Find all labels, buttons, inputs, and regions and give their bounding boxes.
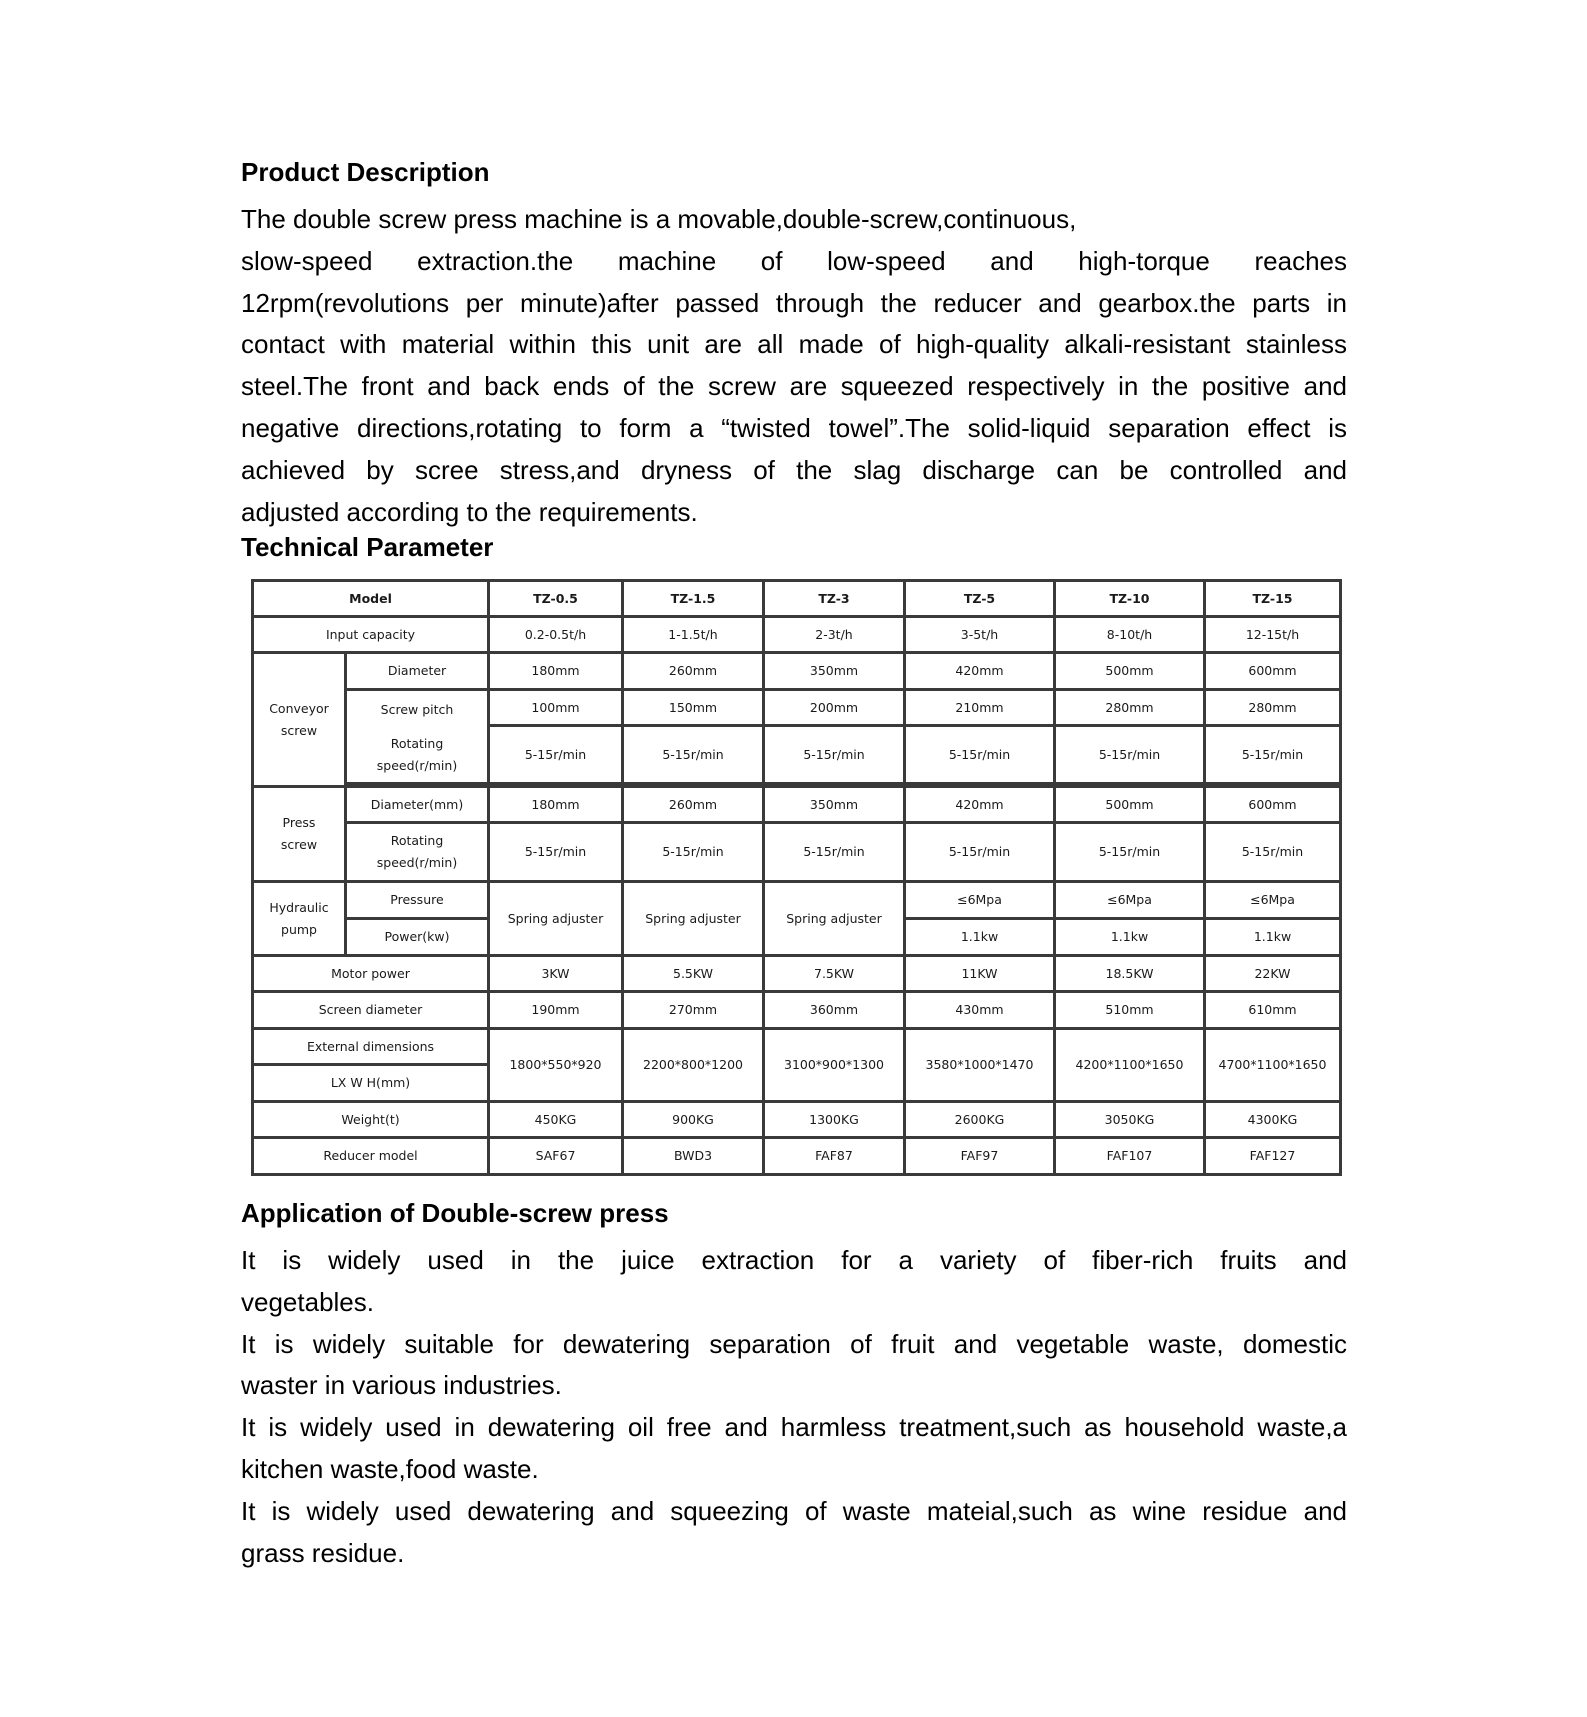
row-label: Motor power <box>253 956 489 992</box>
value-cell: 4300KG <box>1205 1102 1341 1138</box>
value-cell: 5.5KW <box>623 956 764 992</box>
value-cell: 500mm <box>1055 787 1205 823</box>
value-cell: Spring adjuster <box>623 882 764 956</box>
value-cell: 280mm <box>1055 690 1205 726</box>
row-label: Diameter(mm) <box>346 787 489 823</box>
text-line: The double screw press machine is a movable,double-screw,continuous, <box>241 204 1077 234</box>
text-line: It is widely used in dewatering oil free and harmless treatment,such as household waste,a <box>241 1412 1347 1443</box>
value-cell: FAF87 <box>764 1138 905 1175</box>
model-cell: TZ-10 <box>1055 581 1205 617</box>
value-cell: 5-15r/min <box>764 823 905 882</box>
value-cell: 2200*800*1200 <box>623 1029 764 1102</box>
product-description-text <box>241 199 1347 533</box>
value-cell: 200mm <box>764 690 905 726</box>
value-cell: 210mm <box>905 690 1055 726</box>
value-cell: 22KW <box>1205 956 1341 992</box>
value-cell: 5-15r/min <box>905 823 1055 882</box>
row-label: Screen diameter <box>253 992 489 1029</box>
value-cell: 5-15r/min <box>1205 726 1341 784</box>
text-line: steel.The front and back ends of the screw are squeezed respectively in the positive and <box>241 371 1347 402</box>
text-line: kitchen waste,food waste. <box>241 1453 539 1484</box>
value-cell: 450KG <box>489 1102 623 1138</box>
value-cell: ≤6Mpa <box>1205 882 1341 919</box>
table-row-external-dimensions <box>253 1029 1341 1065</box>
value-cell: 1.1kw <box>1055 919 1205 956</box>
value-cell: 5-15r/min <box>764 726 905 784</box>
value-cell: 180mm <box>489 653 623 690</box>
row-label: Pressure <box>346 882 489 919</box>
value-cell: 8-10t/h <box>1055 617 1205 653</box>
technical-parameter-table <box>251 579 1342 1176</box>
value-cell: 1800*550*920 <box>489 1029 623 1102</box>
text-line: It is widely suitable for dewatering separation of fruit and vegetable waste, domestic <box>241 1328 1347 1359</box>
table-row-motor-power <box>253 956 1341 992</box>
value-cell: Spring adjuster <box>764 882 905 956</box>
value-cell: 11KW <box>905 956 1055 992</box>
value-cell: 5-15r/min <box>1205 823 1341 882</box>
text-line: adjusted according to the requirements. <box>241 496 698 527</box>
text-line: negative directions,rotating to form a “twisted towel”.The solid-liquid separation effect is <box>241 412 1347 443</box>
technical-parameter-heading: Technical Parameter <box>241 532 494 562</box>
value-cell: FAF97 <box>905 1138 1055 1175</box>
text-line: 12rpm(revolutions per minute)after passed through the reducer and gearbox.the parts in <box>241 287 1347 318</box>
value-cell: 350mm <box>764 787 905 823</box>
table-row-screen-diameter <box>253 992 1341 1029</box>
value-cell: FAF127 <box>1205 1138 1341 1175</box>
value-cell: 600mm <box>1205 787 1341 823</box>
value-cell: 12-15t/h <box>1205 617 1341 653</box>
row-label: Weight(t) <box>253 1102 489 1138</box>
group-label-hydraulic-pump: Hydraulic pump <box>253 882 346 956</box>
value-cell: FAF107 <box>1055 1138 1205 1175</box>
value-cell: SAF67 <box>489 1138 623 1175</box>
value-cell: 260mm <box>623 653 764 690</box>
value-cell: 5-15r/min <box>905 726 1055 784</box>
text-line: It is widely used dewatering and squeezing of waste mateial,such as wine residue and <box>241 1495 1347 1526</box>
value-cell: 3KW <box>489 956 623 992</box>
table-row-hydraulic-pressure <box>253 882 1341 919</box>
row-label: Power(kw) <box>346 919 489 956</box>
value-cell: 3580*1000*1470 <box>905 1029 1055 1102</box>
value-cell: 0.2-0.5t/h <box>489 617 623 653</box>
application-heading: Application of Double-screw press <box>241 1198 669 1228</box>
value-cell: ≤6Mpa <box>905 882 1055 919</box>
row-label: LX W H(mm) <box>253 1065 489 1102</box>
text-line: slow-speed extraction.the machine of low-speed and high-torque reaches <box>241 245 1347 276</box>
text-line: achieved by scree stress,and dryness of the slag discharge can be controlled and <box>241 454 1347 485</box>
model-cell: TZ-15 <box>1205 581 1341 617</box>
table-row-press-rotating-speed <box>253 823 1341 882</box>
value-cell: 1300KG <box>764 1102 905 1138</box>
text-line: waster in various industries. <box>241 1370 562 1401</box>
value-cell: 4200*1100*1650 <box>1055 1029 1205 1102</box>
value-cell: 100mm <box>489 690 623 726</box>
table-row-press-diameter <box>253 787 1341 823</box>
row-label: Diameter <box>346 653 489 690</box>
row-label: Reducer model <box>253 1138 489 1175</box>
value-cell: 500mm <box>1055 653 1205 690</box>
table-row-weight <box>253 1102 1341 1138</box>
text-line: grass residue. <box>241 1537 405 1568</box>
table-row-model <box>253 581 1341 617</box>
row-label: Rotating speed(r/min) <box>346 823 489 882</box>
value-cell: 2600KG <box>905 1102 1055 1138</box>
model-cell: TZ-3 <box>764 581 905 617</box>
model-cell: TZ-0.5 <box>489 581 623 617</box>
table-row-conveyor-diameter <box>253 653 1341 690</box>
value-cell: 150mm <box>623 690 764 726</box>
value-cell: 280mm <box>1205 690 1341 726</box>
value-cell: 510mm <box>1055 992 1205 1029</box>
value-cell: 2-3t/h <box>764 617 905 653</box>
value-cell: 5-15r/min <box>623 726 764 784</box>
product-description-heading: Product Description <box>241 157 490 187</box>
value-cell: 18.5KW <box>1055 956 1205 992</box>
value-cell: 5-15r/min <box>623 823 764 882</box>
group-label-press-screw: Press screw <box>253 787 346 882</box>
application-text <box>241 1240 1347 1574</box>
value-cell: 430mm <box>905 992 1055 1029</box>
value-cell: 5-15r/min <box>1055 726 1205 784</box>
value-cell: 1.1kw <box>905 919 1055 956</box>
row-label: External dimensions <box>253 1029 489 1065</box>
text-line: contact with material within this unit are all made of high-quality alkali-resistant stainless <box>241 329 1347 360</box>
value-cell: 3050KG <box>1055 1102 1205 1138</box>
value-cell: 270mm <box>623 992 764 1029</box>
text-line: vegetables. <box>241 1286 374 1317</box>
value-cell: 5-15r/min <box>489 726 623 784</box>
value-cell: 5-15r/min <box>489 823 623 882</box>
table-row-reducer-model <box>253 1138 1341 1175</box>
value-cell: 360mm <box>764 992 905 1029</box>
value-cell: 420mm <box>905 787 1055 823</box>
value-cell: 4700*1100*1650 <box>1205 1029 1341 1102</box>
value-cell: ≤6Mpa <box>1055 882 1205 919</box>
value-cell: Spring adjuster <box>489 882 623 956</box>
row-label-screw-pitch-rotating: Screw pitch Rotating speed(r/min) <box>346 690 489 784</box>
row-label: Input capacity <box>253 617 489 653</box>
value-cell: 1-1.5t/h <box>623 617 764 653</box>
value-cell: 420mm <box>905 653 1055 690</box>
value-cell: 350mm <box>764 653 905 690</box>
group-label-conveyor-screw: Conveyor screw <box>253 653 346 787</box>
model-cell: TZ-5 <box>905 581 1055 617</box>
value-cell: 900KG <box>623 1102 764 1138</box>
value-cell: 260mm <box>623 787 764 823</box>
value-cell: 190mm <box>489 992 623 1029</box>
table-row-input-capacity <box>253 617 1341 653</box>
value-cell: BWD3 <box>623 1138 764 1175</box>
value-cell: 180mm <box>489 787 623 823</box>
value-cell: 5-15r/min <box>1055 823 1205 882</box>
text-line: It is widely used in the juice extraction for a variety of fiber-rich fruits and <box>241 1245 1347 1275</box>
value-cell: 600mm <box>1205 653 1341 690</box>
value-cell: 7.5KW <box>764 956 905 992</box>
model-header-cell: Model <box>253 581 489 617</box>
value-cell: 610mm <box>1205 992 1341 1029</box>
model-cell: TZ-1.5 <box>623 581 764 617</box>
table-row-conveyor-screw-pitch <box>253 690 1341 726</box>
value-cell: 3100*900*1300 <box>764 1029 905 1102</box>
value-cell: 1.1kw <box>1205 919 1341 956</box>
value-cell: 3-5t/h <box>905 617 1055 653</box>
